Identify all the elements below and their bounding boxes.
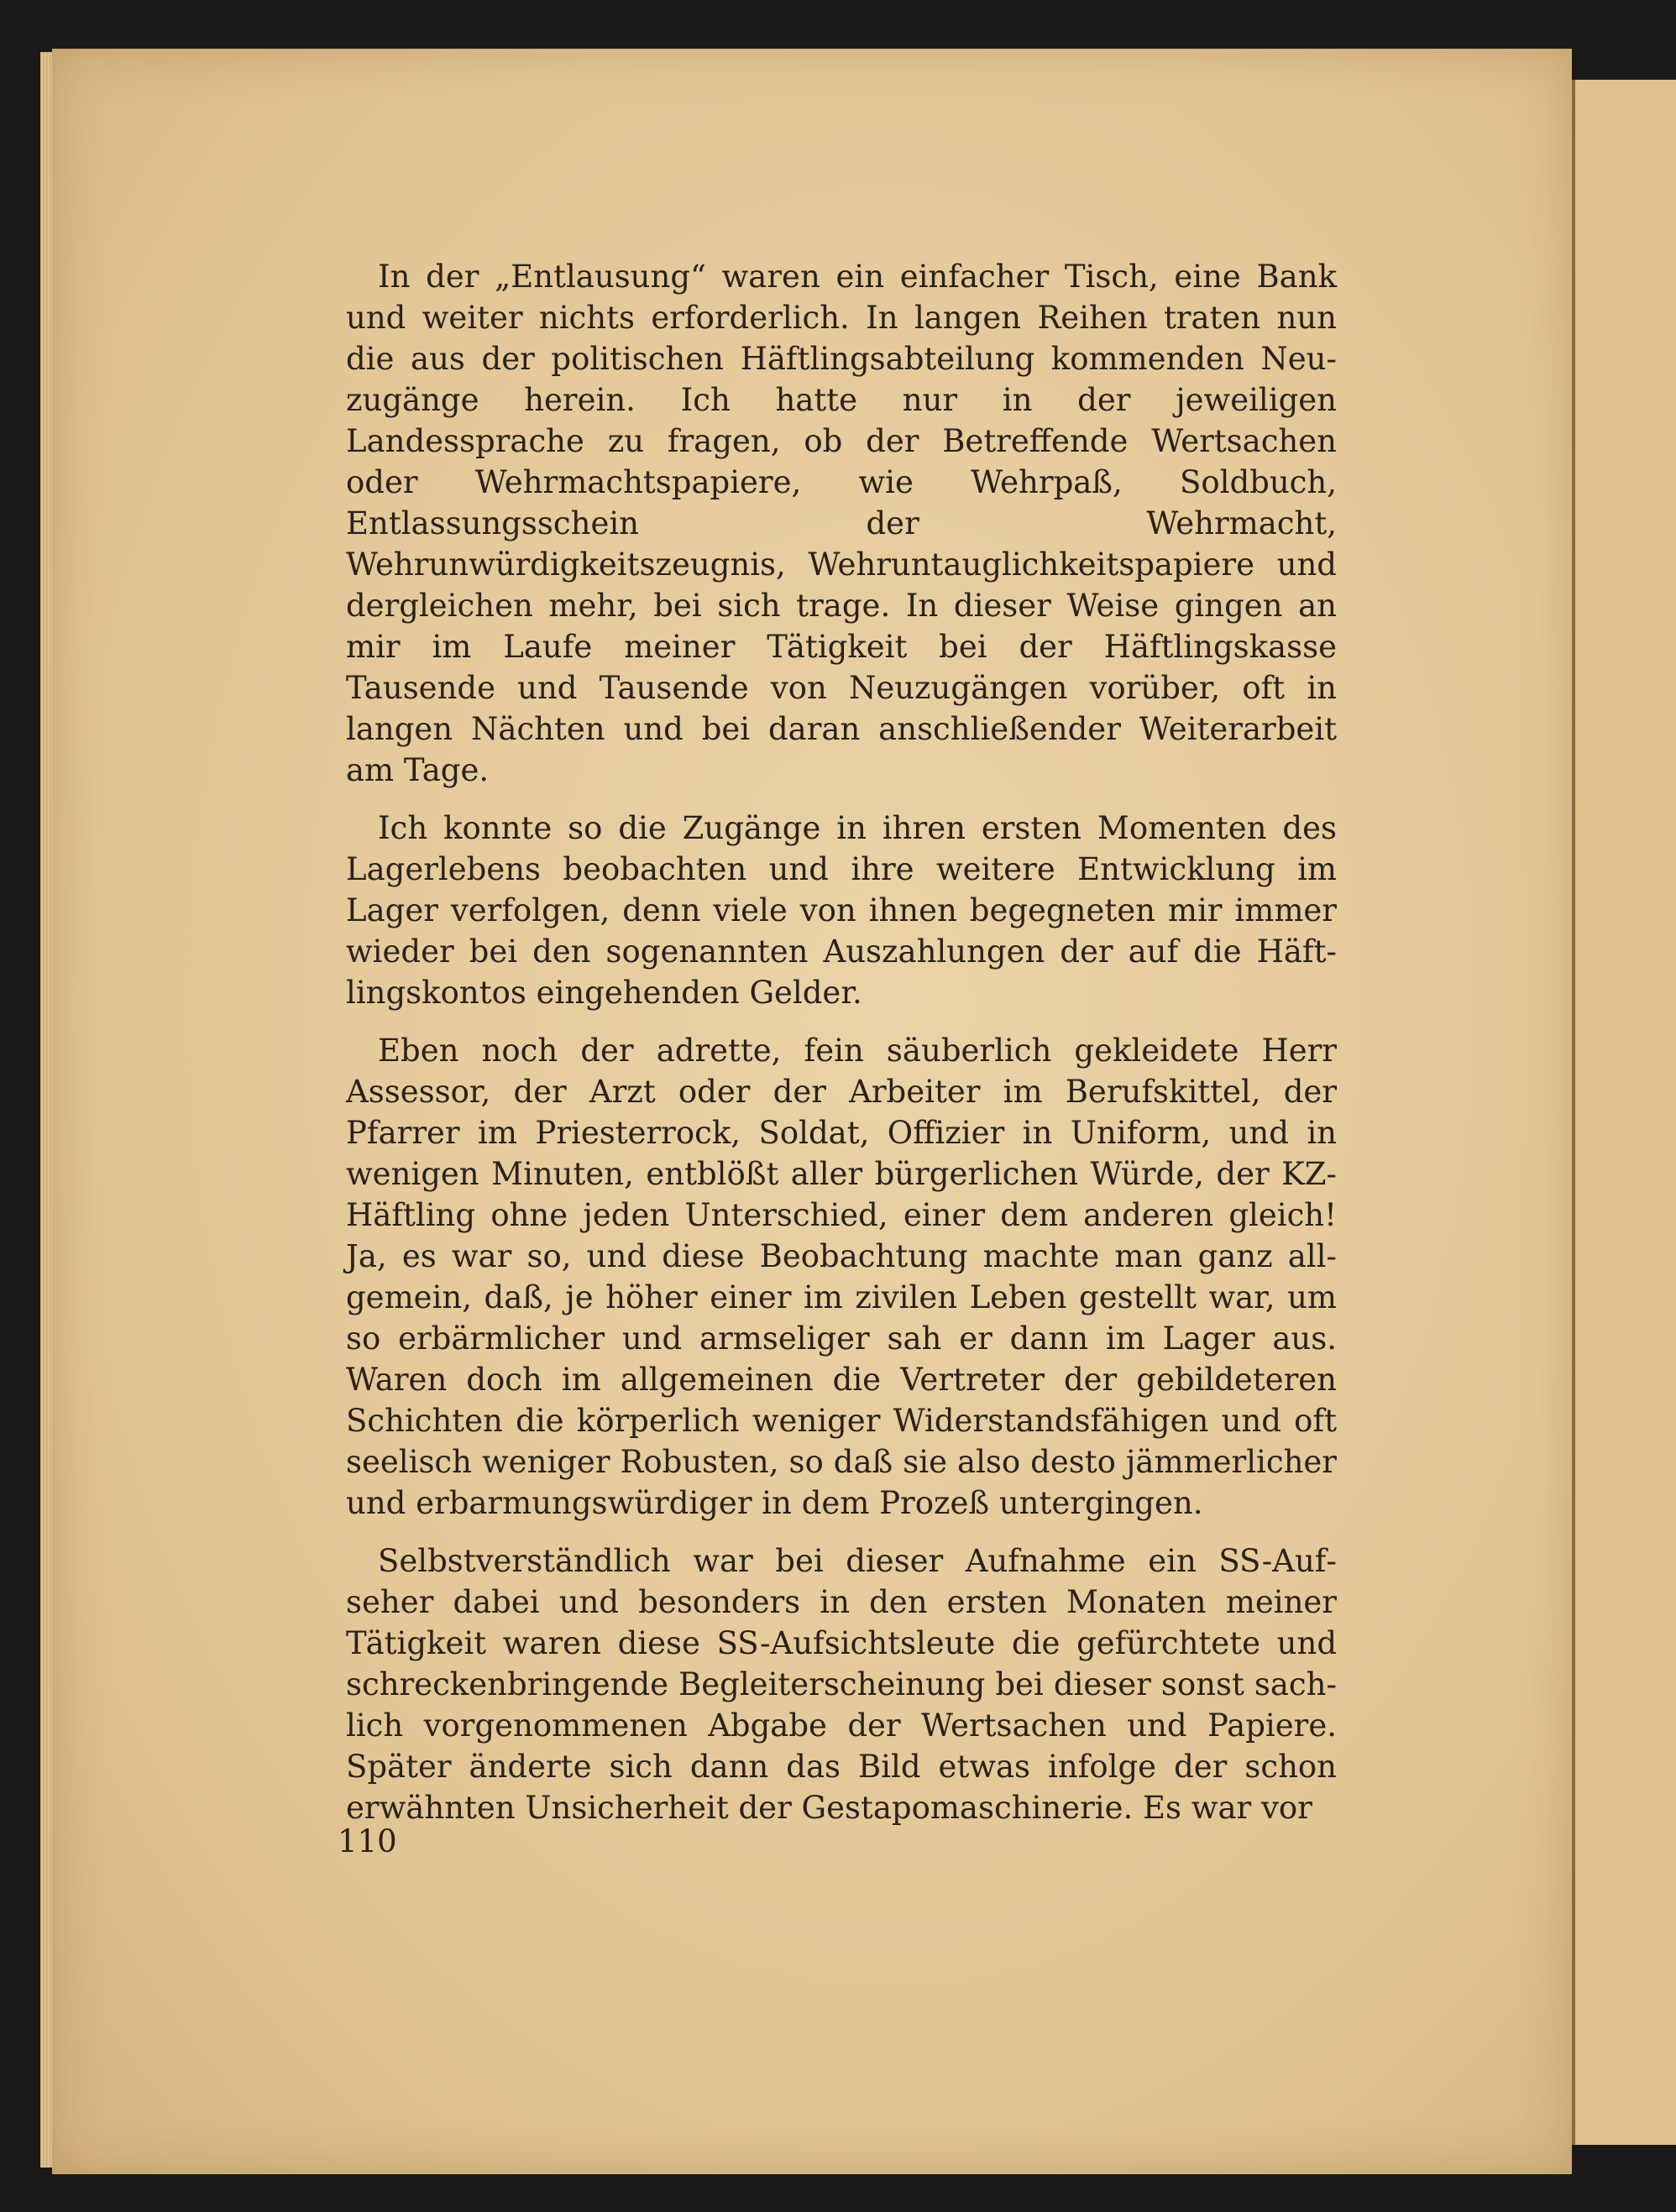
paragraph-3: Eben noch der adrette, fein säuberlich gekleidete Herr Assessor, der Arzt oder der Arbeiter im Berufskittel, der Pfarrer im Priesterrock, Soldat, Offizier in Uniform, und in wenigen Minuten, entblößt aller bürgerlichen Würde, der KZ-Häftling ohne jeden Unterschied, einer dem anderen gleich! Ja, es war so, und diese Beobachtung machte man ganz allgemein, daß, je höher einer im zivilen Leben gestellt war, um so erbärmlicher und armseliger sah er dann im Lager aus. Waren doch im allgemeinen die Vertreter der gebildeteren Schichten die körperlich weniger Widerstandsfähigen und oft seelisch weniger Robusten, so daß sie also desto jämmerlicher und erbarmungswürdiger in dem Prozeß untergingen. — [346, 1033, 1337, 1521]
paragraph-4: Selbstverständlich war bei dieser Aufnahme ein SS-Aufseher dabei und besonders in den ersten Monaten meiner Tätigkeit waren diese SS-Aufsichtsleute die gefürchtete und schreckenbringende Begleiterscheinung bei dieser sonst sachlich vorgenommenen Abgabe der Wertsachen und Papiere. Später änderte sich dann das Bild etwas infolge der schon erwähnten Unsicherheit der Gestapomaschinerie. Es war vor — [346, 1543, 1337, 1826]
paragraph-2: Ich konnte so die Zugänge in ihren ersten Momenten des Lagerlebens beobachten und ihre weitere Entwicklung im Lager verfolgen, denn viele von ihnen begegneten mir immer wieder bei den sogenannten Auszahlungen der auf die Häftlingskontos eingehenden Gelder. — [346, 810, 1337, 1011]
body-text — [346, 256, 1337, 1845]
facing-page — [1572, 80, 1676, 2145]
page-number: 110 — [338, 1823, 397, 1859]
paragraph-1: In der „Entlausung“ waren ein einfacher Tisch, eine Bank und weiter nichts erforderlich. In langen Reihen traten nun die aus der politischen Häftlingsabteilung kommenden Neuzugänge herein. Ich hatte nur in der jeweiligen Landessprache zu fragen, ob der Betreffende Wertsachen oder Wehrmachtspapiere, wie Wehrpaß, Soldbuch, Entlassungsschein der Wehrmacht, Wehrunwürdigkeitszeugnis, Wehruntauglichkeitspapiere und dergleichen mehr, bei sich trage. In dieser Weise gingen an mir im Laufe meiner Tätigkeit bei der Häftlingskasse Tausende und Tausende von Neuzugängen vorüber, oft in langen Nächten und bei daran anschließender Weiterarbeit am Tage. — [346, 259, 1337, 788]
